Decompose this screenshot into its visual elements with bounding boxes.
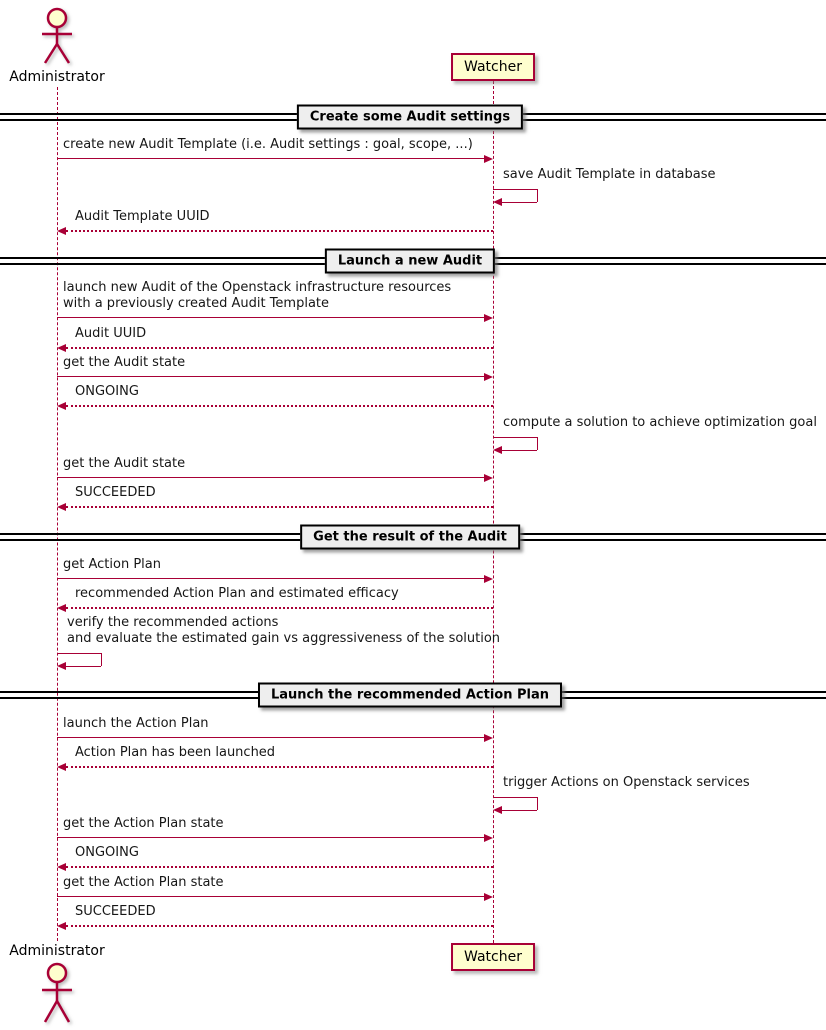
self-message-line (537, 797, 538, 810)
message-arrowhead (484, 834, 493, 842)
message-arrowhead (484, 734, 493, 742)
return-message-label: SUCCEEDED (75, 485, 156, 500)
message-line (57, 376, 485, 377)
self-message-line (65, 666, 101, 667)
return-message-line (66, 925, 493, 927)
return-message-label: Action Plan has been launched (75, 745, 276, 760)
message-label: get the Audit state (63, 355, 186, 370)
message-label: get the Action Plan state (63, 875, 224, 890)
self-message-line (537, 437, 538, 450)
return-message-arrowhead (57, 763, 66, 771)
return-message-line (66, 866, 493, 868)
return-message-line (66, 607, 493, 609)
self-message-line (501, 450, 537, 451)
message-label: launch the Action Plan (63, 716, 209, 731)
self-message-line (493, 437, 537, 438)
return-message-line (66, 766, 493, 768)
message-arrowhead (484, 474, 493, 482)
message-line (57, 578, 485, 579)
message-line (57, 837, 485, 838)
message-label: launch new Audit of the Openstack infrastructure resources with a previously created Audit Template (63, 280, 452, 311)
return-message-label: ONGOING (75, 845, 139, 860)
return-message-arrowhead (57, 503, 66, 511)
message-label: get the Audit state (63, 456, 186, 471)
return-message-label: Audit Template UUID (75, 209, 210, 224)
message-label: get the Action Plan state (63, 816, 224, 831)
message-arrowhead (484, 893, 493, 901)
self-message-line (501, 202, 537, 203)
message-label: get Action Plan (63, 557, 161, 572)
administrator-actor-icon (29, 4, 85, 66)
self-message-arrowhead (493, 446, 502, 454)
return-message-label: ONGOING (75, 384, 139, 399)
return-message-arrowhead (57, 402, 66, 410)
self-message-line (501, 810, 537, 811)
message-arrowhead (484, 575, 493, 583)
return-message-line (66, 405, 493, 407)
watcher-participant-bottom: Watcher (451, 943, 535, 971)
return-message-arrowhead (57, 922, 66, 930)
message-arrowhead (484, 373, 493, 381)
watcher-participant-top: Watcher (451, 53, 535, 81)
return-message-line (66, 506, 493, 508)
return-message-line (66, 230, 493, 232)
self-message-arrowhead (493, 806, 502, 814)
message-line (57, 317, 485, 318)
self-message-label: save Audit Template in database (503, 167, 716, 182)
self-message-line (493, 189, 537, 190)
administrator-lifeline (57, 87, 58, 941)
message-line (57, 158, 485, 159)
message-label: create new Audit Template (i.e. Audit settings : goal, scope, ...) (63, 137, 473, 152)
self-message-line (493, 797, 537, 798)
self-message-arrowhead (57, 662, 66, 670)
message-arrowhead (484, 155, 493, 163)
message-line (57, 477, 485, 478)
administrator-label-bottom: Administrator (9, 943, 105, 959)
return-message-arrowhead (57, 604, 66, 612)
return-message-label: SUCCEEDED (75, 904, 156, 919)
return-message-arrowhead (57, 227, 66, 235)
self-message-label: verify the recommended actions and evaluate the estimated gain vs aggressiveness of the solution (67, 615, 501, 646)
return-message-label: Audit UUID (75, 326, 147, 341)
message-line (57, 737, 485, 738)
self-message-line (537, 189, 538, 202)
self-message-line (57, 653, 101, 654)
return-message-line (66, 347, 493, 349)
message-line (57, 896, 485, 897)
return-message-label: recommended Action Plan and estimated efficacy (75, 586, 399, 601)
return-message-arrowhead (57, 863, 66, 871)
self-message-label: trigger Actions on Openstack services (503, 775, 750, 790)
administrator-label-top: Administrator (9, 69, 105, 85)
section-divider-label: Launch the recommended Action Plan (258, 683, 562, 708)
return-message-arrowhead (57, 344, 66, 352)
section-divider-label: Launch a new Audit (325, 249, 495, 274)
administrator-actor-icon-bottom (29, 959, 85, 1027)
self-message-line (101, 653, 102, 666)
message-arrowhead (484, 314, 493, 322)
self-message-label: compute a solution to achieve optimization goal (503, 415, 817, 430)
section-divider-label: Get the result of the Audit (300, 525, 520, 550)
section-divider-label: Create some Audit settings (297, 105, 523, 130)
self-message-arrowhead (493, 198, 502, 206)
